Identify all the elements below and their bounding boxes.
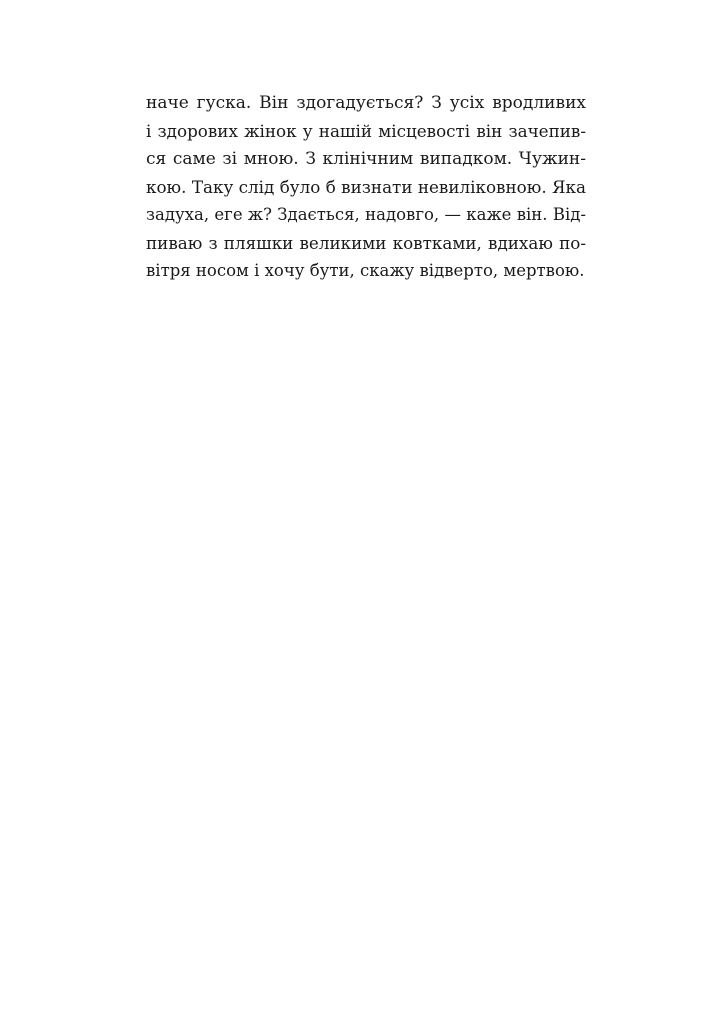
text-line: пиваю з пляшки великими ковтками, вдихаю по- [146,233,586,253]
text-line: наче гуска. Він здогадується? З усіх вродливих [146,93,586,113]
body-paragraph [146,89,586,285]
text-line: задуха, еге ж? Здається, надовго, — каже він. Від- [146,205,586,224]
text-line: і здорових жінок у нашій місцевості він зачепив- [146,121,586,141]
text-line: вітря носом і хочу бути, скажу відверто, мертвою. [146,261,585,280]
text-line: ся саме зі мною. З клінічним випадком. Чужин- [146,149,586,169]
text-line: кою. Таку слід було б визнати невиліковною. Яка [146,177,586,197]
